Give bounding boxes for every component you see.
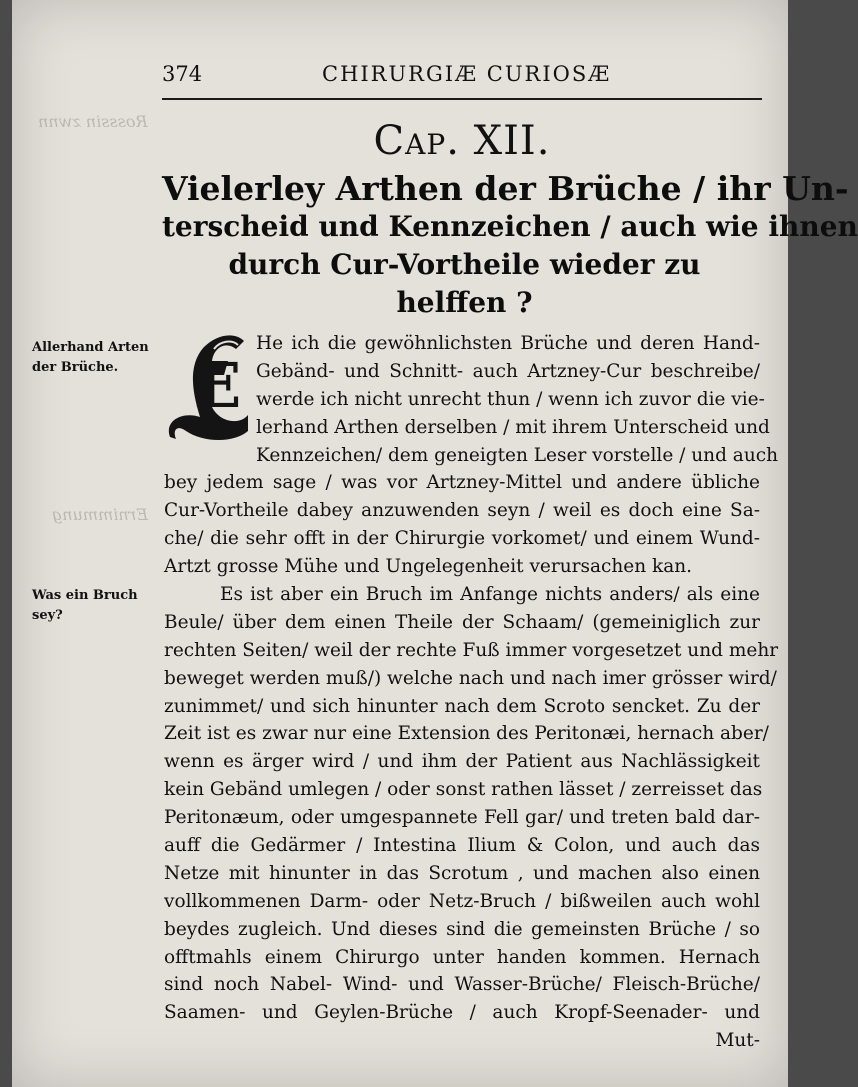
text-line: Kennzeichen/ dem geneigten Leser vorstelle / und auch (256, 444, 779, 466)
running-header (162, 62, 762, 100)
text-line: rechten Seiten/ weil der rechte Fuß immer vorgesetzet und mehr (164, 639, 779, 661)
text-line: auff die Gedärmer / Intestina Ilium & Colon, und auch das (164, 835, 760, 857)
text-line: Netze mit hinunter in das Scrotum , und machen also einen (164, 862, 760, 884)
text-line: Cur-Vortheile dabey anzuwenden seyn / weil es doch eine Sa- (164, 500, 760, 522)
body-text (164, 330, 779, 1055)
text-line: offtmahls einem Chirurgo unter handen kommen. Hernach (164, 946, 760, 968)
text-line: che/ die sehr offt in der Chirurgie vorkomet/ und einem Wund- (164, 528, 760, 550)
title-line: Vielerley Arthen der Brüche / ihr Un- (162, 169, 849, 208)
bleed-through-text: Rosssin zwnn (38, 112, 148, 131)
page-number: 374 (162, 62, 203, 86)
text-line: vollkommenen Darm- oder Netz-Bruch / bißweilen auch wohl (164, 890, 760, 912)
text-line: werde ich nicht unrecht thun / wenn ich zuvor die vie- (256, 388, 765, 410)
text-line: beydes zugleich. Und dieses sind die gemeinsten Brüche / so (164, 918, 760, 940)
title-line: durch Cur-Vortheile wieder zu (228, 248, 701, 281)
margin-note-kinds: Allerhand Arten der Brüche. (32, 340, 149, 375)
text-line: kein Gebänd umlegen / oder sonst rathen lässet / zerreisset das (164, 779, 763, 801)
chapter-title (162, 169, 858, 322)
text-line: sind noch Nabel- Wind- und Wasser-Brüche/ Fleisch-Brüche/ (164, 974, 760, 996)
chapter-heading: Cap. XII. (373, 118, 551, 164)
title-line: terscheid und Kennzeichen / auch wie ihnen (162, 210, 858, 243)
margin-note-definition: Was ein Bruch sey? (32, 588, 138, 623)
text-line: Zeit ist es zwar nur eine Extension des Peritonæi, hernach aber/ (164, 723, 769, 745)
book-page (12, 0, 858, 1087)
text-line: wenn es ärger wird / und ihm der Patient aus Nachlässigkeit (164, 751, 760, 773)
text-line: Es ist aber ein Bruch im Anfange nichts anders/ als eine (220, 584, 760, 606)
text-line: Peritonæum, oder umgespannete Fell gar/ und treten bald dar- (164, 807, 760, 829)
text-line: He ich die gewöhnlichsten Brüche und deren Hand- (256, 333, 760, 354)
initial-letter: E (194, 349, 242, 422)
text-line: Beule/ über dem einen Theile der Schaam/ (gemeiniglich zur (164, 611, 760, 633)
text-line: Saamen- und Geylen-Brüche / auch Kropf-Seenader- und (164, 1002, 760, 1024)
text-line: zunimmet/ und sich hinunter nach dem Scroto sencket. Zu der (164, 695, 760, 717)
running-title: CHIRURGIÆ CURIOSÆ (322, 62, 612, 86)
catchword: Mut- (715, 1030, 760, 1052)
text-line: beweget werden muß/) welche nach und nach imer grösser wird/ (164, 667, 777, 689)
text-line: bey jedem sage / was vor Artzney-Mittel und andere übliche (164, 472, 760, 494)
text-line: lerhand Arthen derselben / mit ihrem Unterscheid und (256, 416, 770, 438)
bleed-through-text: Ernimmung (52, 505, 148, 524)
title-line: helffen ? (396, 286, 533, 319)
text-line: Artzt grosse Mühe und Ungelegenheit verursachen kan. (164, 556, 693, 578)
text-line: Gebänd- und Schnitt- auch Artzney-Cur beschreibe/ (256, 360, 760, 382)
